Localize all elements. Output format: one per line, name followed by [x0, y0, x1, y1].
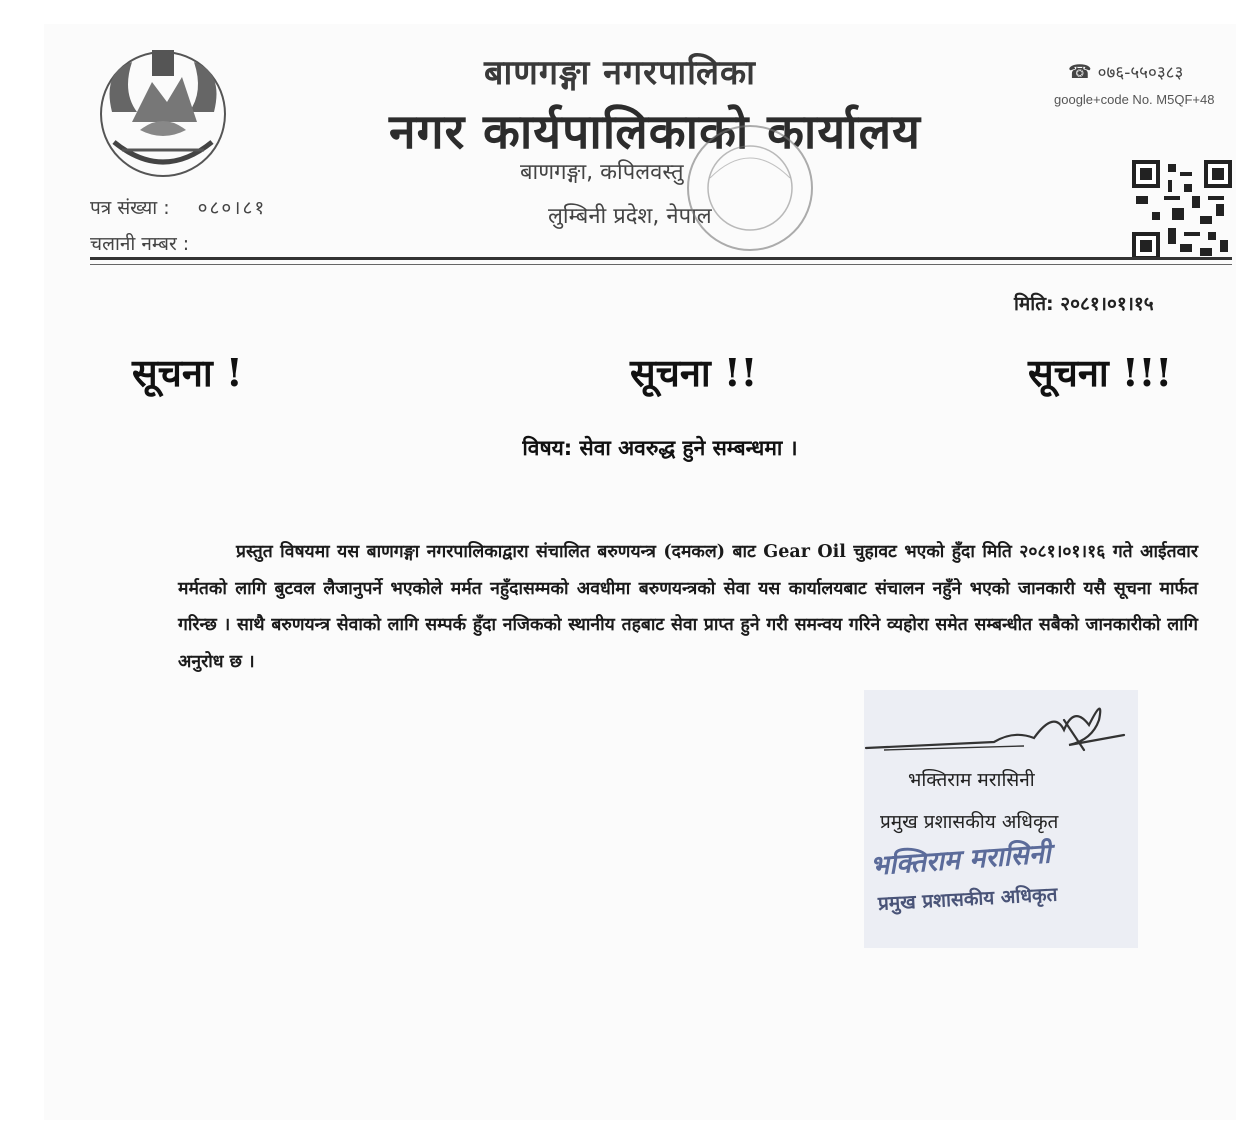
- notice-heading-2: सूचना !!: [630, 350, 758, 395]
- letter-number: [90, 194, 266, 220]
- name-stamp: भक्तिराम मरासिनी: [869, 838, 1052, 882]
- telephone-icon: ☎: [1068, 61, 1092, 83]
- qr-code-icon: [1132, 160, 1232, 260]
- notice-heading-3: सूचना !!!: [1028, 350, 1173, 395]
- handwritten-signature: [864, 690, 1138, 760]
- letter-number-label: पत्र संख्या :: [90, 197, 170, 219]
- notice-heading-1: सूचना !: [132, 350, 243, 395]
- office-name: नगर कार्यपालिकाको कार्यालय: [388, 104, 922, 160]
- title-stamp: प्रमुख प्रशासकीय अधिकृत: [877, 883, 1058, 915]
- phone-number: [1068, 60, 1183, 83]
- subject-line: विषय: सेवा अवरुद्ध हुने सम्बन्धमा ।: [522, 436, 798, 460]
- office-stamp-icon: [680, 118, 820, 258]
- signatory-name: भक्तिराम मरासिनी: [908, 769, 1035, 791]
- phone-value: ०७६-५५०३८३: [1097, 63, 1184, 83]
- header-divider: [90, 257, 1232, 260]
- header-divider-thin: [90, 264, 1232, 265]
- google-code: google+code No. M5QF+48: [1054, 92, 1215, 107]
- letter-number-value: ०८०।८१: [197, 197, 267, 219]
- signatory-title: प्रमुख प्रशासकीय अधिकृत: [880, 811, 1059, 833]
- address-line-2: लुम्बिनी प्रदेश, नेपाल: [548, 204, 712, 229]
- notice-body: प्रस्तुत विषयमा यस बाणगङ्गा नगरपालिकाद्वारा संचालित बरुणयन्त्र (दमकल) बाट Gear Oil चुहावट भएको हुँदा मिति २०८१।०१।१६ गते आईतवार मर्मतको लागि बुटवल लैजानुपर्ने भएकोले मर्मत नहुँदासम्मको अवधीमा बरुणयन्त्रको सेवा यस कार्यालयबाट संचालन नहुँने भएको जानकारी यसै सूचना मार्फत गरिन्छ । साथै बरुणयन्त्र सेवाको लागि सम्पर्क हुँदा नजिकको स्थानीय तहबाट सेवा प्राप्त हुने गरी समन्वय गरिने व्यहोरा समेत सम्बन्धीत सबैको जानकारीको लागि अनुरोध छ ।: [178, 542, 1198, 672]
- municipality-name: बाणगङ्गा नगरपालिका: [484, 53, 756, 93]
- letter-date: मिति: २०८१।०१।१५: [1014, 293, 1154, 315]
- address-line-1: बाणगङ्गा, कपिलवस्तु: [520, 160, 684, 185]
- dispatch-number-label: चलानी नम्बर :: [90, 233, 190, 255]
